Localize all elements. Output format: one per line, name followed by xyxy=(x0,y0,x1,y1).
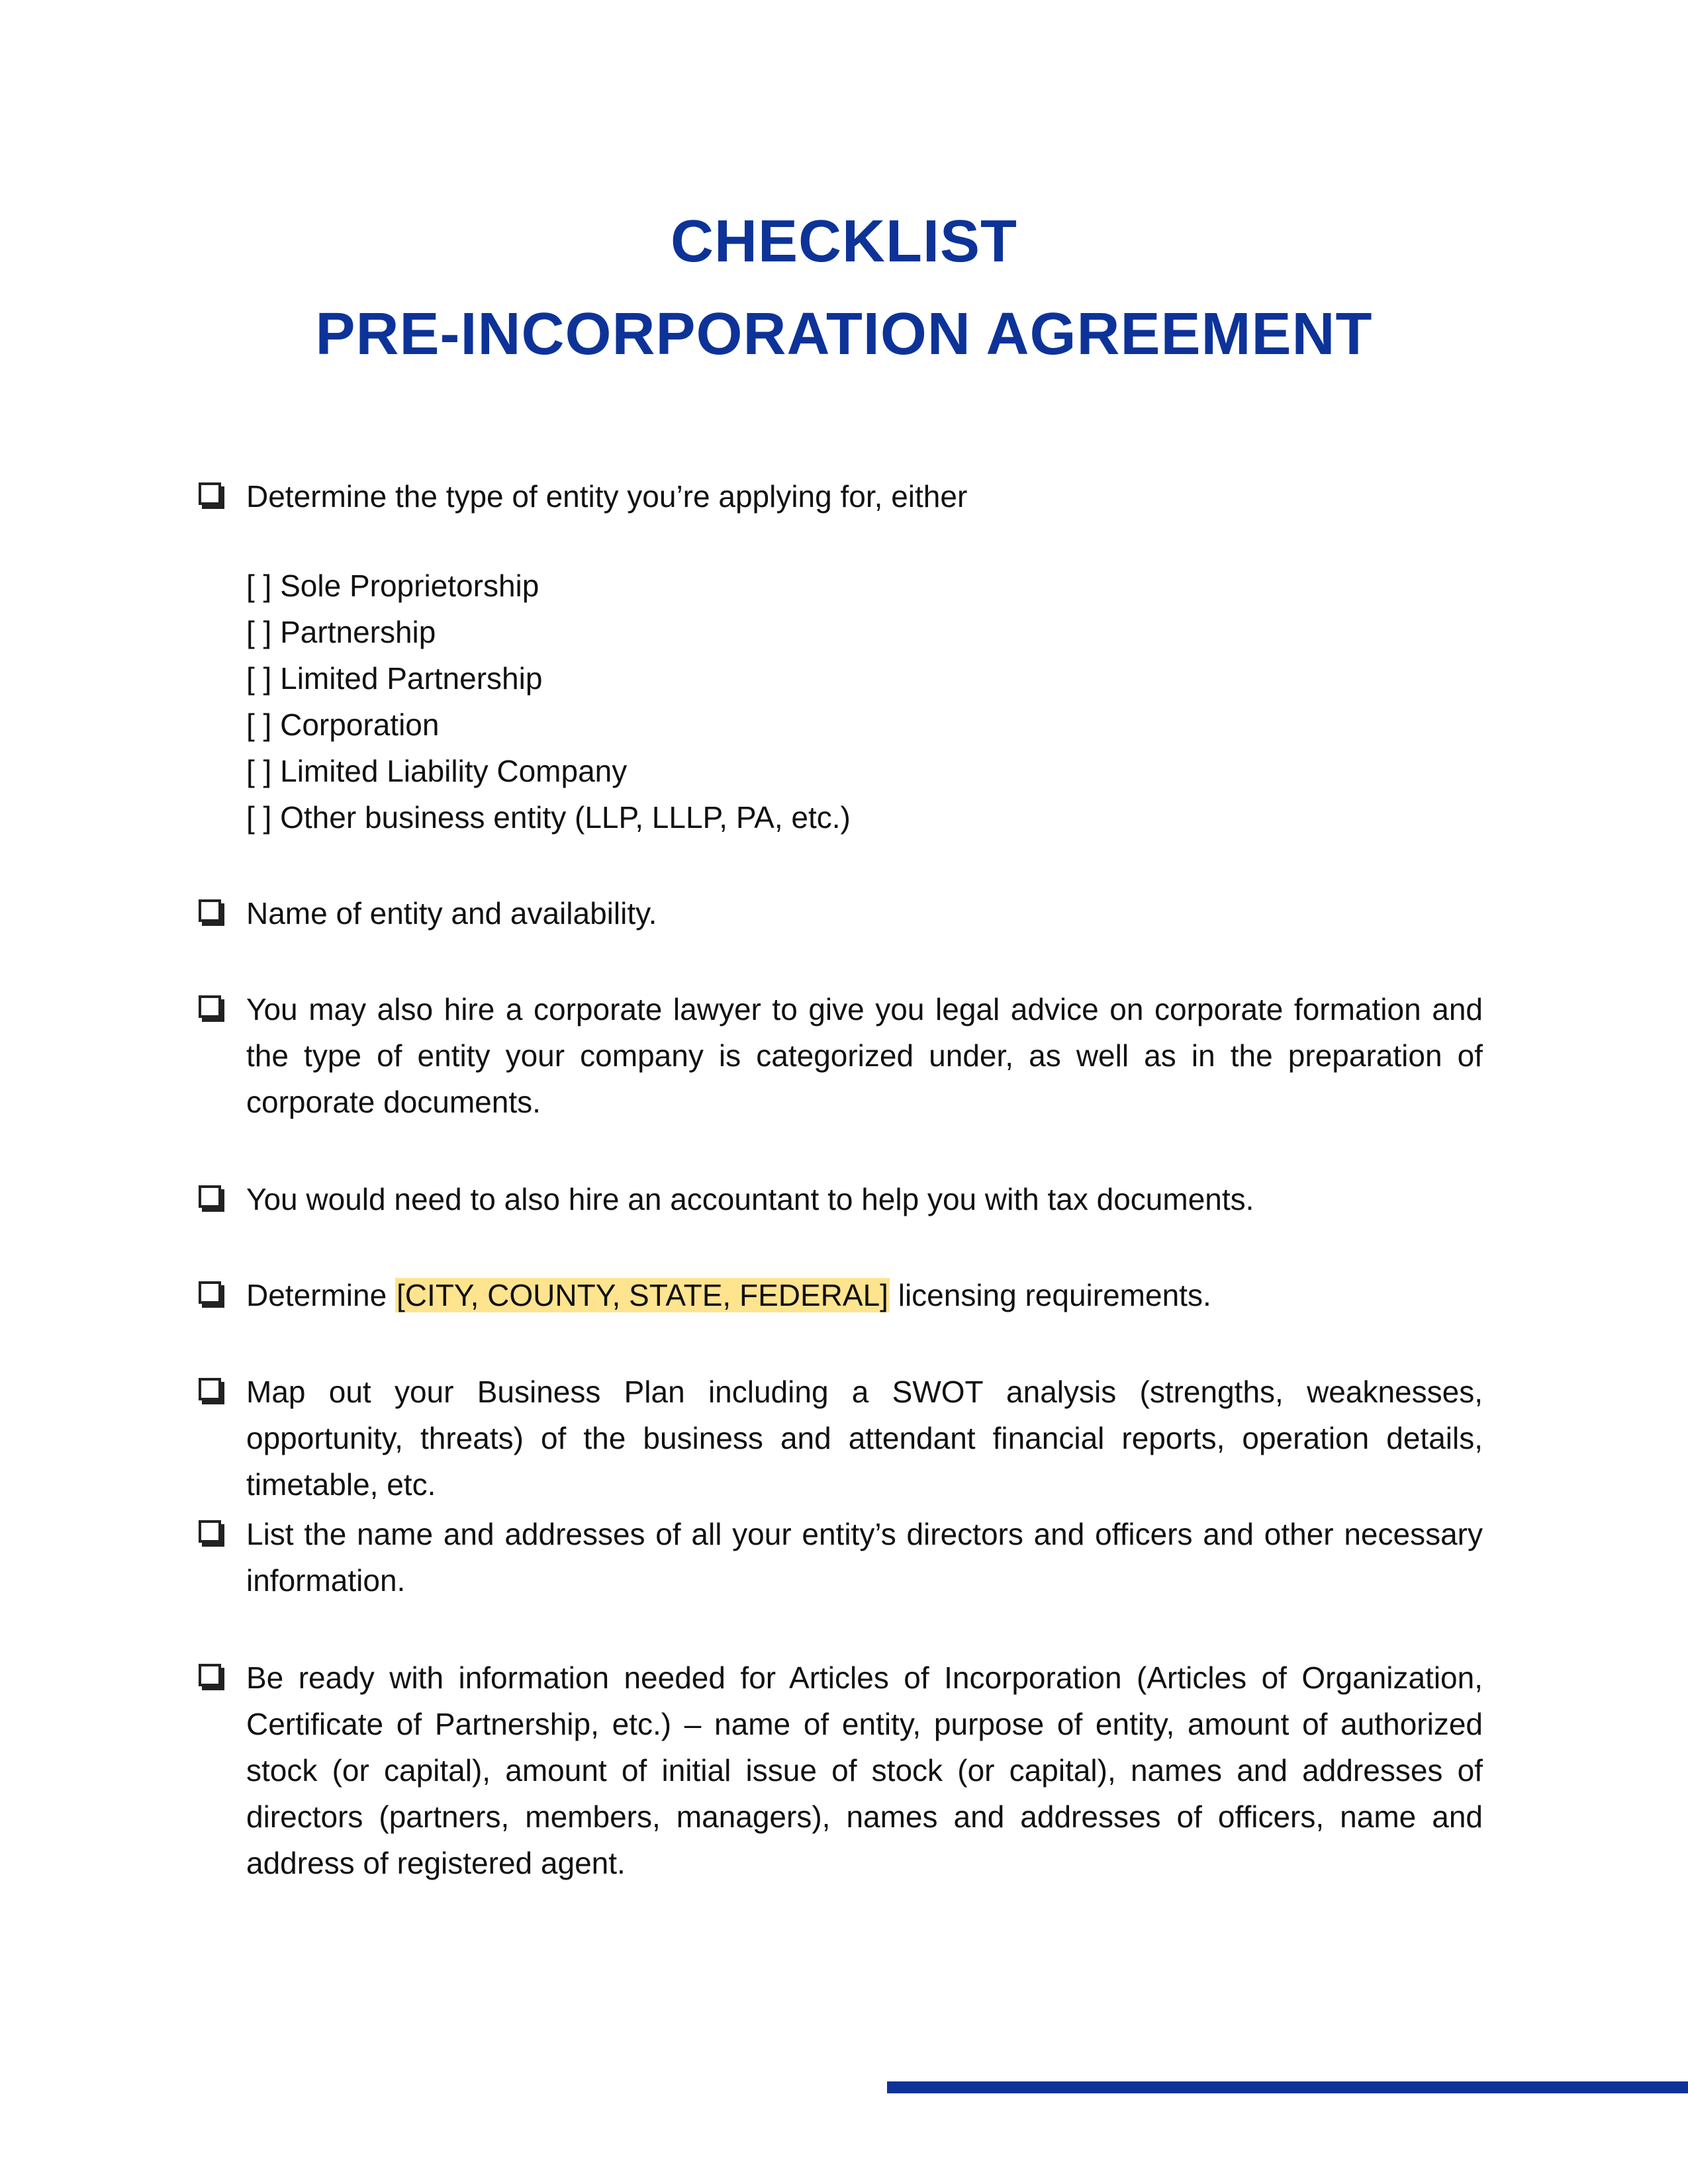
checkbox-icon[interactable] xyxy=(199,482,221,505)
checklist-item-accountant xyxy=(199,1176,1483,1222)
checkbox-icon[interactable] xyxy=(199,1185,221,1208)
checklist-item-text: Be ready with information needed for Articles of Incorporation (Articles of Organization, Certificate of Partnership, etc.) – name of entity, purpose of entity, amount of authorized stock (or capital), amount of initial issue of stock (or capital), names and addresses of directors (partners, members, managers), names and addresses of officers, name and address of registered agent. xyxy=(246,1661,1483,1880)
checklist-item-directors xyxy=(199,1511,1483,1604)
checklist-item-entity-name xyxy=(199,890,1483,936)
checklist-item-text: Determine the type of entity you’re applying for, either xyxy=(246,479,968,514)
page-subtitle: PRE-INCORPORATION AGREEMENT xyxy=(315,301,1373,367)
checklist-item-text: List the name and addresses of all your entity’s directors and officers and other necessary information. xyxy=(246,1517,1483,1598)
checklist-item-business-plan xyxy=(199,1369,1483,1508)
entity-option-other: [ ] Other business entity (LLP, LLLP, PA, etc.) xyxy=(246,800,851,835)
checklist-item-text: Name of entity and availability. xyxy=(246,896,657,931)
checklist-item-text: Map out your Business Plan including a SWOT analysis (strengths, weaknesses, opportunity, threats) of the business and attendant financial reports, operation details, timetable, etc. xyxy=(246,1375,1483,1502)
entity-option-partnership: [ ] Partnership xyxy=(246,615,436,649)
placeholder-highlight[interactable]: [CITY, COUNTY, STATE, FEDERAL] xyxy=(396,1278,888,1312)
checklist-item-text: You would need to also hire an accountant to help you with tax documents. xyxy=(246,1182,1254,1216)
checkbox-icon[interactable] xyxy=(199,1281,221,1304)
checklist-item-corporate-lawyer xyxy=(199,986,1483,1125)
licensing-prefix: Determine xyxy=(246,1278,395,1312)
page-title: CHECKLIST xyxy=(671,208,1017,275)
entity-option-limited-partnership: [ ] Limited Partnership xyxy=(246,661,543,696)
checkbox-icon[interactable] xyxy=(199,1664,221,1686)
checklist-item-text: You may also hire a corporate lawyer to give you legal advice on corporate formation and the type of entity your company is categorized under, as well as in the preparation of corporate documents. xyxy=(246,992,1483,1119)
checklist-item-entity-type xyxy=(199,473,1483,520)
checklist-item-licensing xyxy=(199,1272,1483,1318)
entity-option-llc: [ ] Limited Liability Company xyxy=(246,754,628,788)
footer-rule xyxy=(887,2081,1688,2093)
checkbox-icon[interactable] xyxy=(199,1378,221,1400)
checkbox-icon[interactable] xyxy=(199,899,221,922)
checklist-item-text xyxy=(246,1272,1483,1318)
checkbox-icon[interactable] xyxy=(199,995,221,1018)
checklist-item-articles xyxy=(199,1655,1483,1886)
checkbox-icon[interactable] xyxy=(199,1520,221,1543)
entity-option-sole-proprietorship: [ ] Sole Proprietorship xyxy=(246,569,539,603)
licensing-suffix: licensing requirements. xyxy=(889,1278,1211,1312)
entity-option-corporation: [ ] Corporation xyxy=(246,707,440,742)
